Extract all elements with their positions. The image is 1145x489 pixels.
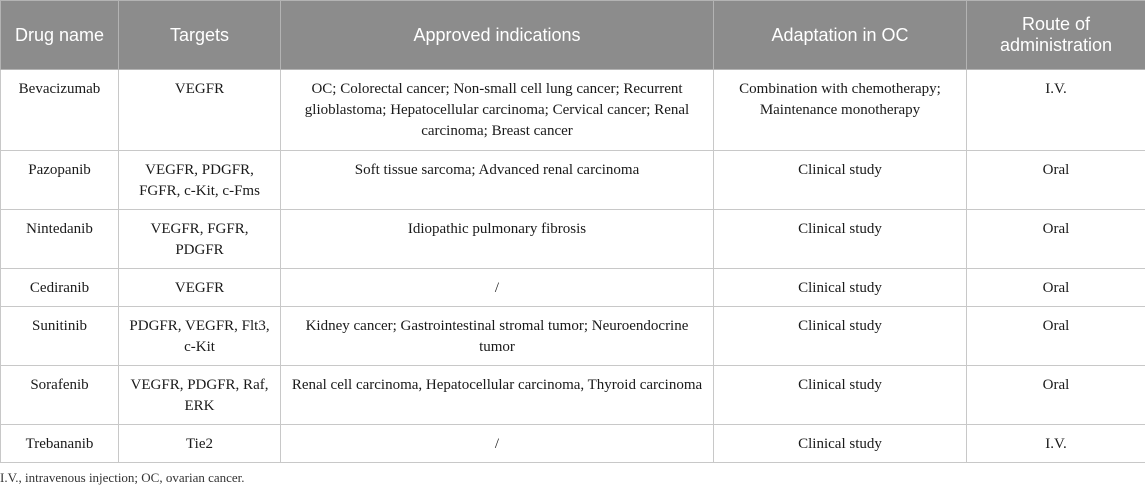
targets-cell: Tie2 [119, 425, 281, 463]
route-cell: I.V. [967, 425, 1145, 463]
indications-cell: / [281, 269, 714, 307]
adaptation-cell: Clinical study [714, 269, 967, 307]
adaptation-cell: Clinical study [714, 151, 967, 210]
indications-cell: Renal cell carcinoma, Hepatocellular carcinoma, Thyroid carcinoma [281, 366, 714, 425]
header-route-of-administration: Route of administration [967, 1, 1145, 70]
table-row [1, 70, 1145, 151]
adaptation-cell: Clinical study [714, 307, 967, 366]
route-cell: Oral [967, 210, 1145, 269]
drug-name-cell: Cediranib [1, 269, 119, 307]
route-cell: I.V. [967, 70, 1145, 151]
header-approved-indications: Approved indications [281, 1, 714, 70]
targets-cell: VEGFR [119, 269, 281, 307]
indications-cell: Soft tissue sarcoma; Advanced renal carcinoma [281, 151, 714, 210]
indications-cell: Kidney cancer; Gastrointestinal stromal tumor; Neuroendocrine tumor [281, 307, 714, 366]
route-cell: Oral [967, 269, 1145, 307]
targets-cell: VEGFR, FGFR, PDGFR [119, 210, 281, 269]
indications-cell: / [281, 425, 714, 463]
table-row [1, 366, 1145, 425]
header-adaptation-in-oc: Adaptation in OC [714, 1, 967, 70]
table-row [1, 210, 1145, 269]
adaptation-cell: Clinical study [714, 366, 967, 425]
drug-name-cell: Trebananib [1, 425, 119, 463]
table-row [1, 269, 1145, 307]
table-row [1, 151, 1145, 210]
header-drug-name: Drug name [1, 1, 119, 70]
drug-name-cell: Sunitinib [1, 307, 119, 366]
drug-name-cell: Sorafenib [1, 366, 119, 425]
adaptation-cell: Clinical study [714, 425, 967, 463]
targets-cell: PDGFR, VEGFR, Flt3, c-Kit [119, 307, 281, 366]
route-cell: Oral [967, 366, 1145, 425]
route-cell: Oral [967, 307, 1145, 366]
header-row [1, 1, 1145, 70]
drug-name-cell: Bevacizumab [1, 70, 119, 151]
table-row [1, 307, 1145, 366]
indications-cell: OC; Colorectal cancer; Non-small cell lung cancer; Recurrent glioblastoma; Hepatocellular carcinoma; Cervical cancer; Renal carcinoma; Breast cancer [281, 70, 714, 151]
header-targets: Targets [119, 1, 281, 70]
route-cell: Oral [967, 151, 1145, 210]
targets-cell: VEGFR, PDGFR, Raf, ERK [119, 366, 281, 425]
drug-name-cell: Pazopanib [1, 151, 119, 210]
indications-cell: Idiopathic pulmonary fibrosis [281, 210, 714, 269]
table-footnote: I.V., intravenous injection; OC, ovarian cancer. [0, 470, 245, 485]
table-row [1, 425, 1145, 463]
adaptation-cell: Combination with chemotherapy; Maintenance monotherapy [714, 70, 967, 151]
targets-cell: VEGFR, PDGFR, FGFR, c-Kit, c-Fms [119, 151, 281, 210]
adaptation-cell: Clinical study [714, 210, 967, 269]
targets-cell: VEGFR [119, 70, 281, 151]
drug-name-cell: Nintedanib [1, 210, 119, 269]
